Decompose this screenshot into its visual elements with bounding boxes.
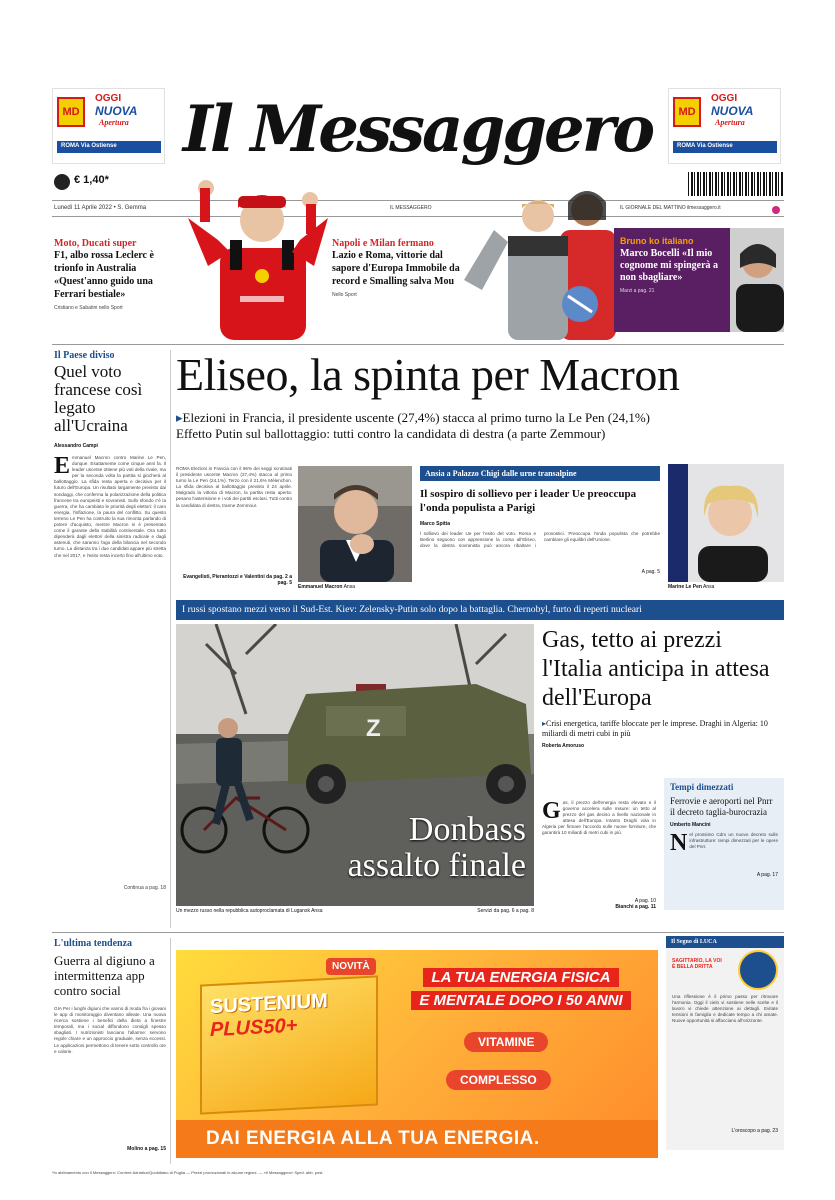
md-logo: MD <box>673 97 701 127</box>
ad-brand: SUSTENIUM <box>210 989 328 1019</box>
caption-sub: Ansa <box>703 584 715 590</box>
main-deck: ▸Elezioni in Francia, il presidente uscente (27,4%) stacca al primo turno la Le Pen (24,1%) Effetto Putin sul ballottaggio: tutti contro la candidata di destra (a parte Zemmour) <box>176 410 784 442</box>
promo-right[interactable] <box>668 88 781 164</box>
dropcap: G <box>542 800 561 824</box>
page-footer: *In abbinamento con Il Messaggero: Corriere Adriatico/Quotidiano di Puglia — Prezzi promozionali in alcune regioni. — «Il Messaggero» Sped. abb. post. <box>52 1170 324 1175</box>
badge-line-2: È BELLA DRITTA <box>672 964 713 970</box>
sidebar-top[interactable] <box>54 350 166 891</box>
donbass-line-2: assalto finale <box>347 847 526 884</box>
promo-oggi: OGGI <box>711 93 738 104</box>
date-line: Lunedì 11 Aprile 2022 • S. Gemma <box>54 205 147 211</box>
teaser-headline: Marco Bocelli «Il mio cognome mi spingerà a non sbagliare» <box>620 248 719 283</box>
tempi-pag: A pag. 17 <box>756 872 778 878</box>
caption-sub: Ansa <box>311 908 323 914</box>
gas-author: Roberta Amoruso <box>542 743 585 749</box>
promo-apertura: Apertura <box>715 118 745 127</box>
bocelli-photo <box>730 228 784 332</box>
promo-apertura: Apertura <box>99 118 129 127</box>
gas-pag-2: Bianchi a pag. 11 <box>615 904 656 910</box>
ad-complesso: COMPLESSO <box>446 1070 551 1090</box>
promo-nuova: NUOVA <box>95 104 138 118</box>
horoscope-badge <box>672 958 732 970</box>
macron-photo <box>298 466 412 582</box>
analysis-kicker: Ansia a Palazzo Chigi dalle urne transalpine <box>420 466 660 481</box>
promo-bar: ROMA Via Ostiense <box>673 141 777 153</box>
dropcap: N <box>670 832 688 856</box>
sidebar-author: Alessandro Campi <box>54 443 98 449</box>
gas-headline: Gas, tetto ai prezzi l'Italia anticipa in attesa dell'Europa <box>542 627 770 711</box>
ad-product-box <box>200 975 378 1114</box>
teaser-left[interactable] <box>54 238 184 311</box>
ad-tagline: DAI ENERGIA ALLA TUA ENERGIA. <box>176 1120 658 1158</box>
price: € 1,40* <box>74 174 109 186</box>
tempi-body: el prossimo Cdm un nuovo decreto sulle infrastrutture: tempi dimezzati per le opere del Pnrr. <box>689 832 778 850</box>
teaser-headline: Lazio e Roma, vittorie dal sapore d'Europa Immobile da record e Smalling salva Mou <box>332 250 460 287</box>
svg-text:Z: Z <box>366 715 381 742</box>
gas-body: as, il prezzo dell'energia resta elevato e il governo accelera sulle misure: un tetto al prezzo del gas deciso a livello nazionale in attesa dell'Europa. Intanto Draghi vola in Algeria per firmare l'accordo sulle nuove forniture, che garantirà 10 miliardi di metri cubi in più. <box>542 800 656 836</box>
price-badge-icon <box>54 174 70 190</box>
horoscope-box[interactable] <box>666 936 784 1150</box>
tempi-box[interactable] <box>664 778 784 910</box>
analysis-author: Marco Spitta <box>420 521 451 527</box>
deck-line-2: Effetto Putin sul ballottaggio: tutti contro la candidata di destra (a parte Zemmour) <box>176 426 606 441</box>
teaser-center[interactable] <box>332 238 470 298</box>
barcode-icon <box>688 172 784 196</box>
masthead-title: Il Messaggero <box>182 92 653 167</box>
lepen-caption <box>668 584 784 590</box>
horoscope-kicker: Il Segno di LUCA <box>666 936 784 948</box>
sidebar-byline: Molino a pag. 15 <box>127 1146 166 1152</box>
main-headline[interactable]: Eliseo, la spinta per Macron <box>176 349 680 400</box>
donbass-caption <box>176 908 534 914</box>
dropcap: E <box>54 455 71 479</box>
sidebar-body: GIA Per i lunghi digiuni che vanno di moda fra i giovani le app di monitoraggio diventano alleate. Una nuova ricerca sostiene i benefici della dieta a finestre temporali, ma i social diffondono consigli spesso sbagliati. I nutrizionisti lanciano l'allarme: servono regole chiare e un approccio graduale, senza eccessi. Le applicazioni permettono di tenere sotto controllo ore e calorie. <box>54 1006 166 1054</box>
promo-oggi: OGGI <box>95 93 122 104</box>
sidebar-headline: Quel voto francese così legato all'Ucraina <box>54 362 143 435</box>
gas-pag <box>542 898 656 910</box>
sidebar-body: mmanuel Macron contro Marine Le Pen, dunque. Esattamente come cinque anni fa. Il leader uscente ottiene più voti della rivale, ma per la seconda volta la partita si giocherà al ballottaggio. La sfida resta aperta e decisiva per il futuro dell'Europa. Un risultato largamente previsto dai sondaggi, che conferma la polarizzazione della politica francese tra europeisti e sovranisti. Sullo sfondo c'è la guerra, che ha cambiato le priorità degli elettori: il caro energia, l'inflazione, la paura del conflitto. Su questo terreno Le Pen ha costruito la sua rimonta parlando di potere d'acquisto, mentre Macron si è presentato come il garante della stabilità continentale. Ora tutto dipenderà dagli elettori della sinistra radicale e dagli astenuti, che saranno l'ago della bilancia nel secondo turno. La distanza tra i due candidati appare più stretta che nel 2017, e l'esito resta incerto fino all'ultimo voto. <box>54 455 166 558</box>
teaser-byline: Cristiano e Sabatini nello Sport <box>54 305 123 311</box>
pink-dot-icon <box>772 206 780 214</box>
horoscope-footer: L'oroscopo a pag. 23 <box>731 1128 778 1134</box>
gas-article[interactable]: Gas, tetto ai prezzi l'Italia anticipa in attesa dell'Europa ▸Crisi energetica, tariffe bloccate per le imprese. Draghi in Algeria: 10 miliardi di metri cubi in più Roberta Amoruso <box>542 626 784 749</box>
right-label: IL GIORNALE DEL MATTINO ilmessaggero.it <box>620 205 721 211</box>
deck-line-1: Elezioni in Francia, il presidente uscente (27,4%) stacca al primo turno la Le Pen (24,1%) <box>182 410 651 425</box>
caption-text: Un mezzo russo nella repubblica autoproclamata di Lugansk <box>176 908 310 914</box>
center-label: IL MESSAGGERO <box>390 205 432 211</box>
leclerc-photo <box>178 178 338 340</box>
gas-pag-1: A pag. 10 <box>634 898 656 904</box>
donbass-line-1: Donbass <box>408 811 526 848</box>
caption-sub: Ansa <box>343 584 355 590</box>
teaser-kicker: Napoli e Milan fermano <box>332 238 434 249</box>
tempi-headline: Ferrovie e aeroporti nel Pnrr il decreto taglia-burocrazia <box>670 796 773 817</box>
promo-nuova: NUOVA <box>711 104 754 118</box>
gas-deck: Crisi energetica, tariffe bloccate per le imprese. Draghi in Algeria: 10 miliardi di metri cubi in più <box>542 719 768 738</box>
ad-line-2: E MENTALE DOPO I 50 ANNI <box>411 991 630 1010</box>
tempi-author: Umberto Mancini <box>670 822 711 828</box>
promo-left[interactable] <box>52 88 165 164</box>
teaser-byline: Nello Sport <box>332 292 357 298</box>
war-banner[interactable]: I russi spostano mezzi verso il Sud-Est. Kiev: Zelensky-Putin solo dopo la battaglia. Chernobyl, furto di reperti nucleari <box>176 600 784 620</box>
sidebar-headline: Guerra al digiuno a intermittenza app contro social <box>54 953 155 998</box>
caption-name: Emmanuel Macron <box>298 584 343 590</box>
bocelli-box[interactable] <box>614 228 732 332</box>
promo-bar: ROMA Via Ostiense <box>57 141 161 153</box>
main-col1: ROMA Elezioni in Francia con il 96% dei seggi scrutinati il presidente uscente Macron (27,4%) stacca al primo turno la Le Pen (24,1%). Terzo con il 21,6% Mélenchon. La sfida decisiva al ballottaggio previsto il 24 aprile. Malgrado la vittoria di Macron, la partita resta aperta: pesano l'astensione e i voti dei partiti esclusi. Tutti contro la candidata di destra, tranne Zemmour. <box>176 466 292 508</box>
sidebar-continued: Continua a pag. 18 <box>123 885 166 891</box>
badge-line-1: SAGITTARIO, LA VOI <box>672 958 722 964</box>
ad-headline <box>396 964 646 1010</box>
football-players-photo <box>464 180 622 340</box>
zodiac-icon <box>738 950 778 990</box>
ad-vitamine: VITAMINE <box>464 1032 548 1052</box>
sidebar-kicker: Il Paese diviso <box>54 350 115 361</box>
main-col1-byline: Evangelisti, Pierantozzi e Valentini da pag. 2 a pag. 5 <box>183 574 292 586</box>
md-logo: MD <box>57 97 85 127</box>
tempi-kicker: Tempi dimezzati <box>670 782 734 792</box>
ad-brand2: PLUS50+ <box>210 1014 298 1042</box>
sustenium-ad[interactable] <box>176 950 658 1158</box>
caption-name: Marine Le Pen <box>668 584 702 590</box>
analysis-headline: Il sospiro di sollievo per i leader Ue preoccupa l'onda populista a Parigi <box>420 488 637 514</box>
macron-caption <box>298 584 412 590</box>
lepen-photo <box>668 464 784 582</box>
analysis-body: l sollievo dei leader Ue per l'esito del voto. Roma e Berlino seguono con apprensione la corsa all'Eliseo, dove la destra sovranista può ancora ribaltare i pronostici. Preoccupa l'onda populista che potrebbe cambiare gli equilibri dell'Unione. <box>420 531 660 549</box>
sidebar-bottom[interactable] <box>54 938 166 1152</box>
gas-body-col <box>542 800 656 896</box>
donbass-credit: Servizi da pag. 6 a pag. 8 <box>477 908 534 914</box>
horoscope-body: Una riflessione è il primo passo per ritrovare l'armonia. Oggi il cielo vi sostiene nelle scelte e il lavoro vi chiede attenzione ai dettagli. Evitate tensioni in famiglia e dedicate tempo a chi amate. Nuove opportunità si affacciano all'orizzonte. <box>672 994 778 1024</box>
teaser-byline: Marzi a pag. 21 <box>620 288 655 294</box>
teaser-kicker: Moto, Ducati super <box>54 238 137 249</box>
ad-line-1: LA TUA ENERGIA FISICA <box>423 968 618 987</box>
sidebar-kicker: L'ultima tendenza <box>54 938 133 949</box>
analysis-article[interactable] <box>420 466 660 575</box>
ad-novita: NOVITÀ <box>326 958 376 975</box>
analysis-pag: A pag. 5 <box>641 569 660 575</box>
teaser-kicker: Bruno ko italiano <box>620 236 694 246</box>
teaser-headline: F1, albo rossa Leclerc è trionfo in Australia «Quest'anno guido una Ferrari bestiale» <box>54 250 154 300</box>
donbass-headline <box>348 812 526 884</box>
donbass-photo <box>176 624 534 906</box>
